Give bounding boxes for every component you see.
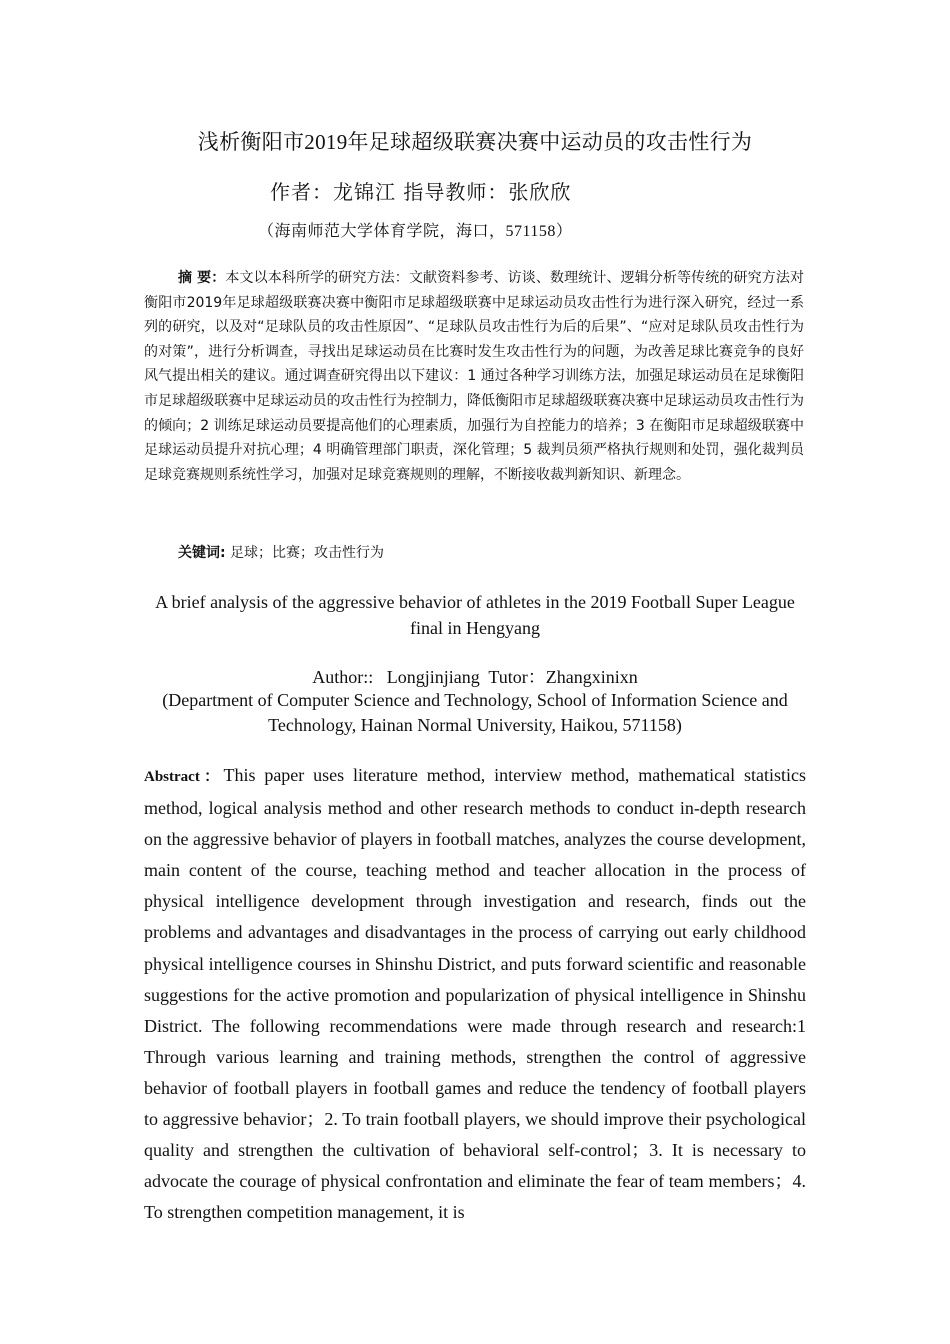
chinese-abstract <box>144 266 804 487</box>
english-abstract-label: Abstract： <box>144 769 224 785</box>
english-authors: Author:: Longjinjiang Tutor：Zhangxinixn <box>312 667 638 687</box>
chinese-keywords-text: 足球；比赛；攻击性行为 <box>230 545 385 561</box>
chinese-affiliation: （海南师范大学体育学院，海口，571158） <box>258 223 573 240</box>
english-abstract-text: This paper uses literature method, interview method, mathematical statistics method, logical analysis method and other research methods to conduct in-depth research on the aggressive behavior of players in football matches, analyzes the course development, main content of the course, teaching method and teacher allocation in the process of physical intelligence development through investigation and research, finds out the problems and advantages and disadvantages in the process of carrying out early childhood physical intelligence courses in Shinshu District, and puts forward scientific and reasonable suggestions for the active promotion and popularization of physical intelligence in Shinshu District. The following recommendations were made through research and research:1 Through various learning and training methods, strengthen the control of aggressive behavior of football players in football games and reduce the tendency of football players to aggressive behavior；2. To train football players, we should improve their psychological quality and strengthen the cultivation of behavioral self-control；3. It is necessary to advocate the courage of physical confrontation and eliminate the fear of team members；4. To strengthen competition management, it is <box>144 765 806 1223</box>
english-title: A brief analysis of the aggressive behavior of athletes in the 2019 Football Super League final in Hengyang <box>155 592 795 638</box>
chinese-title: 浅析衡阳市2019年足球超级联赛决赛中运动员的攻击性行为 <box>197 130 753 154</box>
english-abstract <box>144 760 806 1228</box>
chinese-authors: 作者：龙锦江 指导教师：张欣欣 <box>270 180 572 204</box>
chinese-keywords <box>178 541 384 565</box>
chinese-abstract-label: 摘 要： <box>178 270 226 286</box>
chinese-abstract-text: 本文以本科所学的研究方法：文献资料参考、访谈、数理统计、逻辑分析等传统的研究方法对衡阳市2019年足球超级联赛决赛中衡阳市足球超级联赛中足球运动员攻击性行为进行深入研究，经过一系列的研究，以及对“足球队员的攻击性原因”、“足球队员攻击性行为后的后果”、“应对足球队员攻击性行为的对策”，进行分析调查，寻找出足球运动员在比赛时发生攻击性行为的问题，为改善足球比赛竞争的良好风气提出相关的建议。通过调查研究得出以下建议：1 通过各种学习训练方法，加强足球运动员在足球衡阳市足球超级联赛中足球运动员的攻击性行为控制力，降低衡阳市足球超级联赛决赛中足球运动员攻击性行为的倾向；2 训练足球运动员要提高他们的心理素质，加强行为自控能力的培养；3 在衡阳市足球超级联赛中足球运动员提升对抗心理；4 明确管理部门职责，深化管理；5 裁判员须严格执行规则和处罚，强化裁判员足球竞赛规则系统性学习，加强对足球竞赛规则的理解，不断接收裁判新知识、新理念。 <box>144 270 805 483</box>
english-affiliation: (Department of Computer Science and Technology, School of Information Science and Technology, Hainan Normal University, Haikou, 571158) <box>162 690 788 735</box>
chinese-keywords-label: 关键词: <box>178 545 226 561</box>
